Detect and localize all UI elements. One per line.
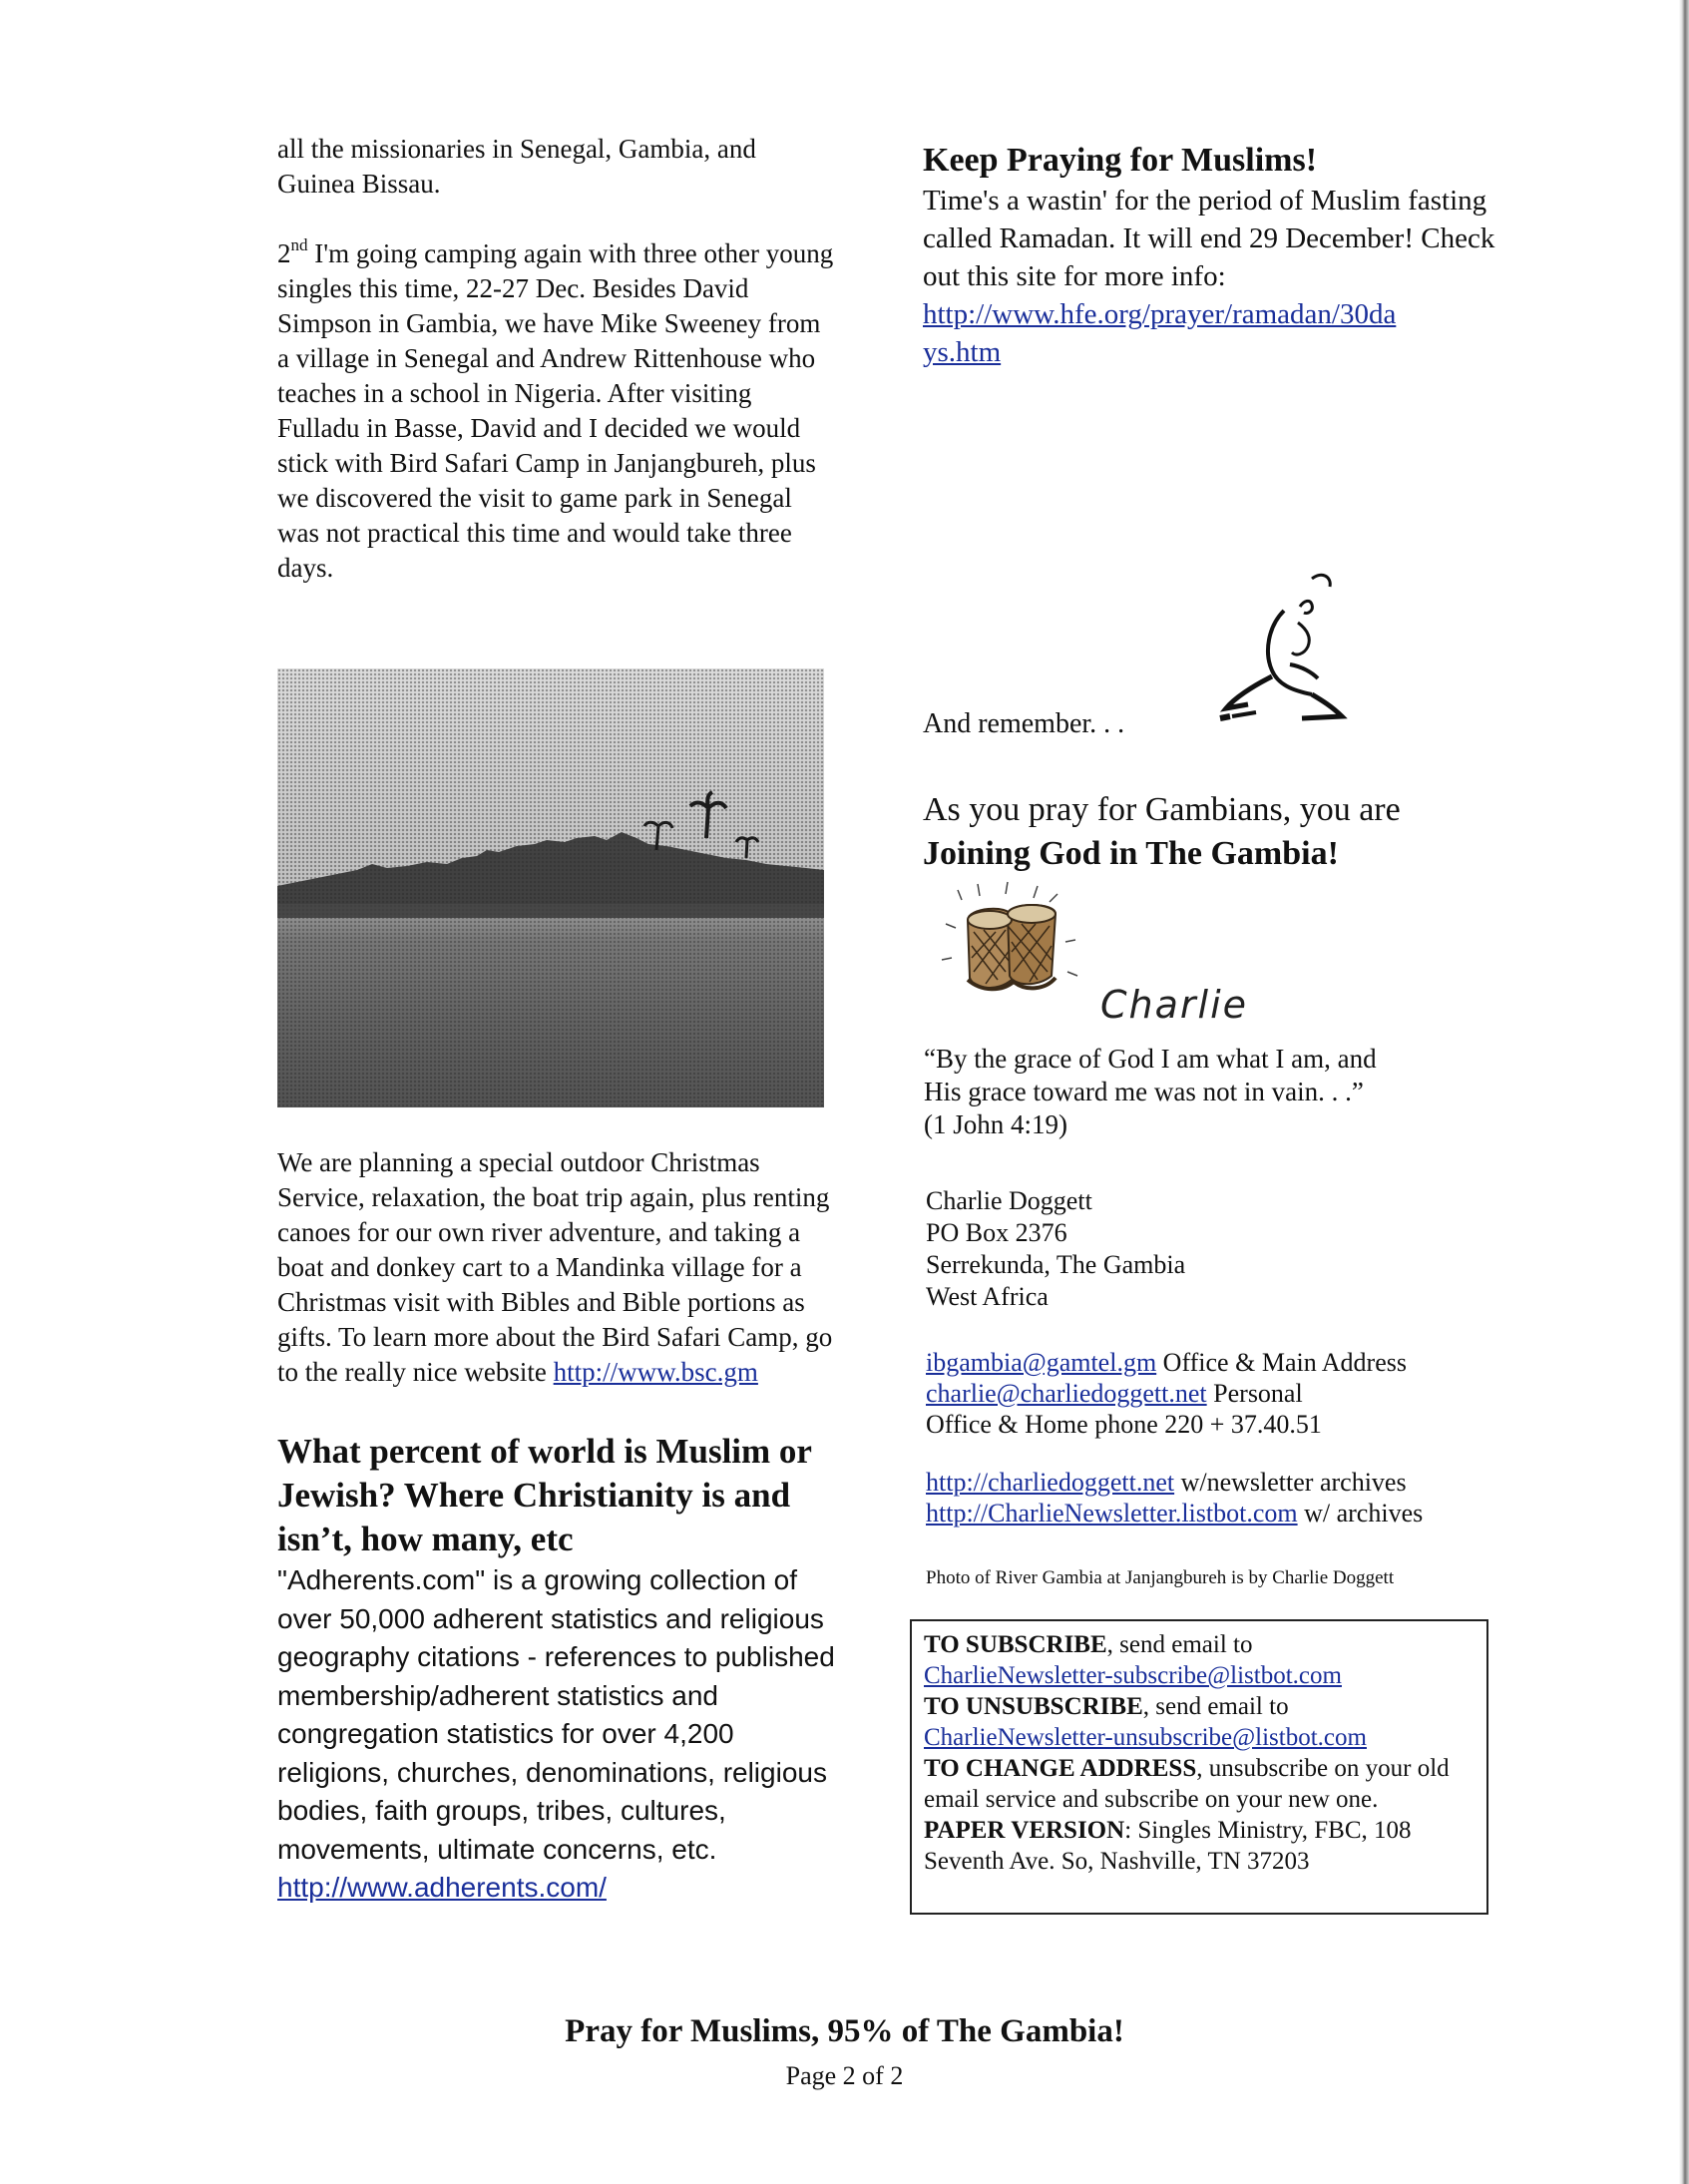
quote-reference: (1 John 4:19) xyxy=(924,1109,1067,1139)
missionaries-paragraph: all the missionaries in Senegal, Gambia, and Guinea Bissau. xyxy=(277,134,756,199)
river-gambia-photo xyxy=(277,668,824,1107)
quote-line-2: His grace toward me was not in vain. . .” xyxy=(924,1077,1364,1106)
drums-icon xyxy=(938,880,1087,1010)
left-column-lower xyxy=(277,1145,836,1908)
remember-text: And remember. . . xyxy=(923,708,1125,739)
phone-number: Office & Home phone 220 + 37.40.51 xyxy=(926,1410,1322,1439)
subscription-box xyxy=(910,1619,1488,1915)
paper-version-text: : Singles Ministry, FBC, 108 Seventh Ave. So, Nashville, TN 37203 xyxy=(924,1817,1412,1875)
website-label: w/newsletter archives xyxy=(1174,1468,1407,1497)
address-line: West Africa xyxy=(926,1282,1049,1311)
contact-info xyxy=(926,1347,1407,1440)
footer-title: Pray for Muslims, 95% of The Gambia! xyxy=(565,2013,1124,2049)
adherents-text: "Adherents.com" is a growing collection of over 50,000 adherent statistics and religious geography citations - references to published membership/adherent statistics and congregation statistics for over 4,200 religions, churches, denominations, religious bodies, faith groups, tribes, cultures, movements, ultimate concerns, etc. xyxy=(277,1564,835,1865)
charlie-signature: Charlie xyxy=(1100,983,1249,1027)
personal-email-label: Personal xyxy=(1206,1379,1303,1408)
ramadan-link-line1[interactable]: http://www.hfe.org/prayer/ramadan/30da xyxy=(923,298,1397,330)
website-link[interactable]: http://charliedoggett.net xyxy=(926,1468,1175,1497)
left-column-top xyxy=(277,132,836,586)
photo-credit: Photo of River Gambia at Janjangbureh is by Charlie Doggett xyxy=(926,1567,1395,1588)
address-line: Serrekunda, The Gambia xyxy=(926,1250,1186,1279)
subscribe-label: TO SUBSCRIBE xyxy=(924,1631,1107,1658)
unsubscribe-text: , send email to xyxy=(1142,1693,1289,1720)
ordinal-number: 2 xyxy=(277,238,291,268)
paper-version-label: PAPER VERSION xyxy=(924,1817,1125,1844)
join-plain-text: As you pray for Gambians, you are xyxy=(923,791,1401,828)
ramadan-paragraph xyxy=(923,182,1511,371)
camping-text: I'm going camping again with three other young singles this time, 22-27 Dec. Besides David Simpson in Gambia, we have Mike Sweeney from a village in Senegal and Andrew Rittenhouse who teaches in a school in Nigeria. After visiting Fulladu in Basse, David and I decided we would stick with Bird Safari Camp in Janjangbureh, plus we discovered the visit to game park in Senegal was not practical this time and would take three days. xyxy=(277,238,834,583)
change-address-label: TO CHANGE ADDRESS xyxy=(924,1755,1197,1782)
praying-figure-icon xyxy=(1172,567,1352,736)
bsc-link[interactable]: http://www.bsc.gm xyxy=(553,1357,758,1387)
subscribe-email-link[interactable]: CharlieNewsletter-subscribe@listbot.com xyxy=(924,1662,1342,1689)
change-address-text: , unsubscribe on your old email service and subscribe on your new one. xyxy=(924,1755,1450,1813)
ramadan-link-line2[interactable]: ys.htm xyxy=(923,336,1002,368)
adherents-heading: What percent of world is Muslim or Jewish? Where Christianity is and isn’t, how many, etc xyxy=(277,1432,812,1558)
ordinal-suffix: nd xyxy=(290,235,308,254)
camping-paragraph xyxy=(277,236,836,586)
personal-email-link[interactable]: charlie@charliedoggett.net xyxy=(926,1379,1207,1408)
unsubscribe-email-link[interactable]: CharlieNewsletter-unsubscribe@listbot.com xyxy=(924,1724,1367,1751)
listbot-label: w/ archives xyxy=(1297,1499,1424,1528)
adherents-paragraph xyxy=(277,1561,836,1908)
address-line: PO Box 2376 xyxy=(926,1218,1067,1247)
page-number: Page 2 of 2 xyxy=(785,2061,904,2090)
christmas-paragraph xyxy=(277,1145,836,1390)
christmas-text: We are planning a special outdoor Christmas Service, relaxation, the boat trip again, plus renting canoes for our own river adventure, and taking a boat and donkey cart to a Mandinka village for a Christmas visit with Bibles and Bible portions as gifts. To learn more about the Bird Safari Camp, go to the really nice website xyxy=(277,1147,833,1387)
unsubscribe-label: TO UNSUBSCRIBE xyxy=(924,1693,1143,1720)
quote-line-1: “By the grace of God I am what I am, and xyxy=(924,1044,1377,1074)
joining-god-statement xyxy=(923,788,1401,876)
keep-praying-heading: Keep Praying for Muslims! xyxy=(923,142,1318,179)
scripture-quote xyxy=(924,1043,1482,1141)
mailing-address xyxy=(926,1185,1185,1313)
page-edge-shadow xyxy=(1679,0,1689,2184)
ramadan-text: Time's a wastin' for the period of Muslim fasting called Ramadan. It will end 29 December! Check out this site for more info: xyxy=(923,185,1495,292)
join-bold-text: Joining God in The Gambia! xyxy=(923,835,1339,872)
archive-links xyxy=(926,1467,1423,1529)
subscribe-text: , send email to xyxy=(1106,1631,1253,1658)
office-email-link[interactable]: ibgambia@gamtel.gm xyxy=(926,1348,1157,1377)
right-column-top xyxy=(923,140,1511,371)
adherents-link[interactable]: http://www.adherents.com/ xyxy=(277,1872,607,1903)
office-email-label: Office & Main Address xyxy=(1156,1348,1407,1377)
address-line: Charlie Doggett xyxy=(926,1186,1092,1215)
listbot-link[interactable]: http://CharlieNewsletter.listbot.com xyxy=(926,1499,1298,1528)
